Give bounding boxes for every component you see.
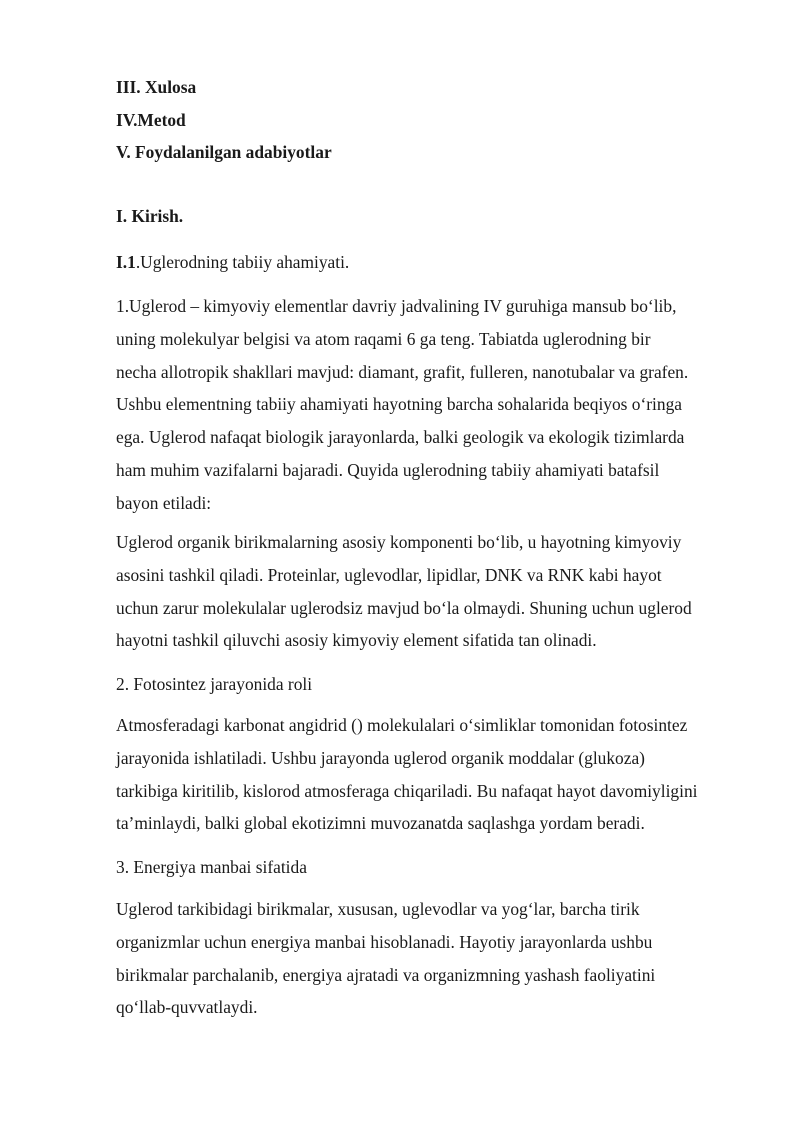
heading-fotosintez: 2. Fotosintez jarayonida roli: [116, 674, 313, 694]
paragraph-line: uchun zarur molekulalar uglerodsiz mavjud bo‘la olmaydi. Shuning uchun uglerod: [116, 597, 692, 618]
section-heading: I. Kirish.: [116, 206, 184, 226]
paragraph-line: qo‘llab-quvvatlaydi.: [116, 997, 258, 1018]
paragraph-line: organizmlar uchun energiya manbai hisoblanadi. Hayotiy jarayonlarda ushbu: [116, 931, 653, 952]
paragraph-line: birikmalar parchalanib, energiya ajratadi va organizmning yashash faoliyatini: [116, 964, 656, 985]
table-of-contents: [116, 76, 332, 174]
paragraph-4: [116, 898, 756, 1029]
paragraph-1: [116, 295, 756, 525]
paragraph-line: hayotni tashkil qiluvchi asosiy kimyoviy element sifatida tan olinadi.: [116, 630, 597, 651]
paragraph-line: 1.Uglerod – kimyoviy elementlar davriy jadvalining IV guruhiga mansub bo‘lib,: [116, 296, 677, 316]
paragraph-line: uning molekulyar belgisi va atom raqami 6 ga teng. Tabiatda uglerodning bir: [116, 328, 651, 349]
subsection-title: .Uglerodning tabiiy ahamiyati.: [135, 252, 350, 272]
heading-energiya: 3. Energiya manbai sifatida: [116, 857, 307, 877]
subsection-heading: [116, 251, 349, 273]
paragraph-line: tarkibiga kiritilib, kislorod atmosferaga chiqariladi. Bu nafaqat hayot davomiyligini: [116, 780, 698, 801]
toc-item-metod: IV.Metod: [116, 109, 186, 130]
paragraph-line: Atmosferadagi karbonat angidrid () molekulalari o‘simliklar tomonidan fotosintez: [116, 715, 688, 735]
paragraph-line: jarayonida ishlatiladi. Ushbu jarayonda uglerod organik moddalar (glukoza): [116, 747, 645, 768]
paragraph-3: [116, 714, 756, 845]
paragraph-line: ega. Uglerod nafaqat biologik jarayonlarda, balki geologik va ekologik tizimlarda: [116, 427, 685, 448]
toc-item-xulosa: III. Xulosa: [116, 77, 197, 97]
paragraph-line: Uglerod organik birikmalarning asosiy komponenti bo‘lib, u hayotning kimyoviy: [116, 532, 682, 552]
paragraph-line: bayon etiladi:: [116, 492, 212, 513]
paragraph-line: ham muhim vazifalarni bajaradi. Quyida uglerodning tabiiy ahamiyati batafsil: [116, 459, 660, 480]
toc-item-adabiyotlar: V. Foydalanilgan adabiyotlar: [116, 142, 332, 162]
paragraph-line: Ushbu elementning tabiiy ahamiyati hayotning barcha sohalarida beqiyos o‘ringa: [116, 394, 683, 415]
paragraph-line: ta’minlaydi, balki global ekotizimni muvozanatda saqlashga yordam beradi.: [116, 813, 645, 834]
paragraph-line: Uglerod tarkibidagi birikmalar, xususan, uglevodlar va yog‘lar, barcha tirik: [116, 899, 640, 919]
paragraph-line: asosini tashkil qiladi. Proteinlar, uglevodlar, lipidlar, DNK va RNK kabi hayot: [116, 564, 662, 585]
subsection-number: I.1: [116, 252, 136, 272]
paragraph-line: necha allotropik shakllari mavjud: diamant, grafit, fulleren, nanotubalar va grafen.: [116, 361, 689, 382]
paragraph-2: [116, 531, 756, 662]
